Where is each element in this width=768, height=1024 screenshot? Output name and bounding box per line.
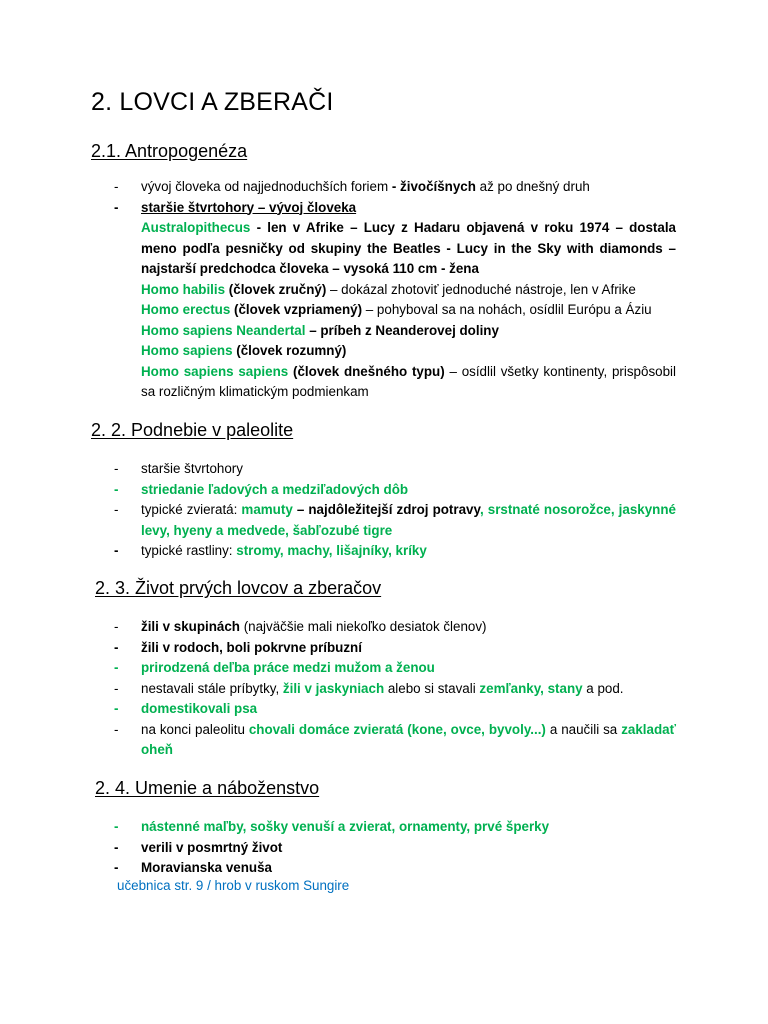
list-item: - žili v rodoch, boli pokrvne príbuzní <box>110 638 676 659</box>
bullet-dash: - <box>114 481 119 497</box>
list-item: - verili v posmrtný život <box>110 838 676 859</box>
list-item: - typické rastliny: stromy, machy, lišajníky, kríky <box>110 541 676 562</box>
list-item: - prirodzená deľba práce medzi mužom a ženou <box>110 658 676 679</box>
bullet-dash: - <box>114 179 119 194</box>
section-list-umenie <box>110 817 676 879</box>
list-item: - staršie štvrtohory – vývoj človeka <box>110 198 676 219</box>
section-heading-antropogeneza: 2.1. Antropogenéza <box>91 141 248 161</box>
species-homo-habilis: Homo habilis (človek zručný) – dokázal zhotoviť jednoduché nástroje, len v Afrike <box>141 281 636 297</box>
bullet-dash: - <box>114 819 119 834</box>
section-heading-zivot: 2. 3. Život prvých lovcov a zberačov <box>95 578 382 598</box>
section-list-podnebie <box>110 459 676 562</box>
textbook-note: učebnica str. 9 / hrob v ruskom Sungire <box>117 878 350 893</box>
bullet-dash: - <box>114 860 119 875</box>
section-list-zivot <box>110 617 676 761</box>
bullet-dash: - <box>114 639 119 655</box>
list-item: - typické zvieratá: mamuty – najdôležitejší zdroj potravy, srstnaté nosorožce, jaskynné levy, hyeny a medvede, šabľozubé tigre <box>114 502 676 538</box>
bullet-dash: - <box>114 701 119 716</box>
list-item: - staršie štvrtohory <box>110 459 676 480</box>
section-heading-podnebie: 2. 2. Podnebie v paleolite <box>91 420 294 440</box>
species-homo-sapiens-sapiens: Homo sapiens sapiens (človek dnešného typu) – osídlil všetky kontinenty, prispôsobil sa rozličným klimatickým podmienkam <box>141 363 676 399</box>
section-heading-umenie: 2. 4. Umenie a náboženstvo <box>95 778 320 798</box>
bullet-dash: - <box>114 199 119 215</box>
bullet-dash: - <box>114 839 119 855</box>
species-homo-erectus: Homo erectus (človek vzpriamený) – pohyboval sa na nohách, osídlil Európu a Áziu <box>141 302 652 317</box>
section-list-antropogeneza <box>110 177 676 403</box>
species-neandertal: Homo sapiens Neandertal – príbeh z Neanderovej doliny <box>141 322 499 338</box>
list-item: - Moravianska venuša <box>110 858 676 879</box>
species-australopithecus: Australopithecus - len v Afrike – Lucy z Hadaru objavená v roku 1974 – dostala meno podľa pesničky od skupiny the Beatles - Lucy in the Sky with diamonds – najstarší predchodca človeka – vysoká 110 cm - žena <box>141 220 676 276</box>
species-homo-sapiens: Homo sapiens (človek rozumný) <box>141 343 347 358</box>
bullet-dash: - <box>114 502 119 517</box>
bullet-dash: - <box>114 660 119 675</box>
bullet-dash: - <box>114 619 119 634</box>
bullet-dash: - <box>114 680 119 696</box>
list-item: - striedanie ľadových a medziľadových dôb <box>110 480 676 501</box>
bullet-dash: - <box>114 721 119 737</box>
list-item: - žili v skupinách (najväčšie mali niekoľko desiatok členov) <box>110 617 676 638</box>
document-title: 2. LOVCI A ZBERAČI <box>91 88 334 116</box>
list-item: - nástenné maľby, sošky venuší a zvierat, ornamenty, prvé šperky <box>110 817 676 838</box>
bullet-dash: - <box>114 543 119 558</box>
list-item: - nestavali stále príbytky, žili v jaskyniach alebo si stavali zemľanky, stany a pod. <box>110 679 676 700</box>
bullet-dash: - <box>114 461 119 476</box>
list-item: - domestikovali psa <box>110 699 676 720</box>
list-item: - na konci paleolitu chovali domáce zvieratá (kone, ovce, byvoly...) a naučili sa zakladať oheň <box>114 721 677 757</box>
list-item: - vývoj človeka od najjednoduchších foriem - živočíšnych až po dnešný druh <box>110 177 676 198</box>
